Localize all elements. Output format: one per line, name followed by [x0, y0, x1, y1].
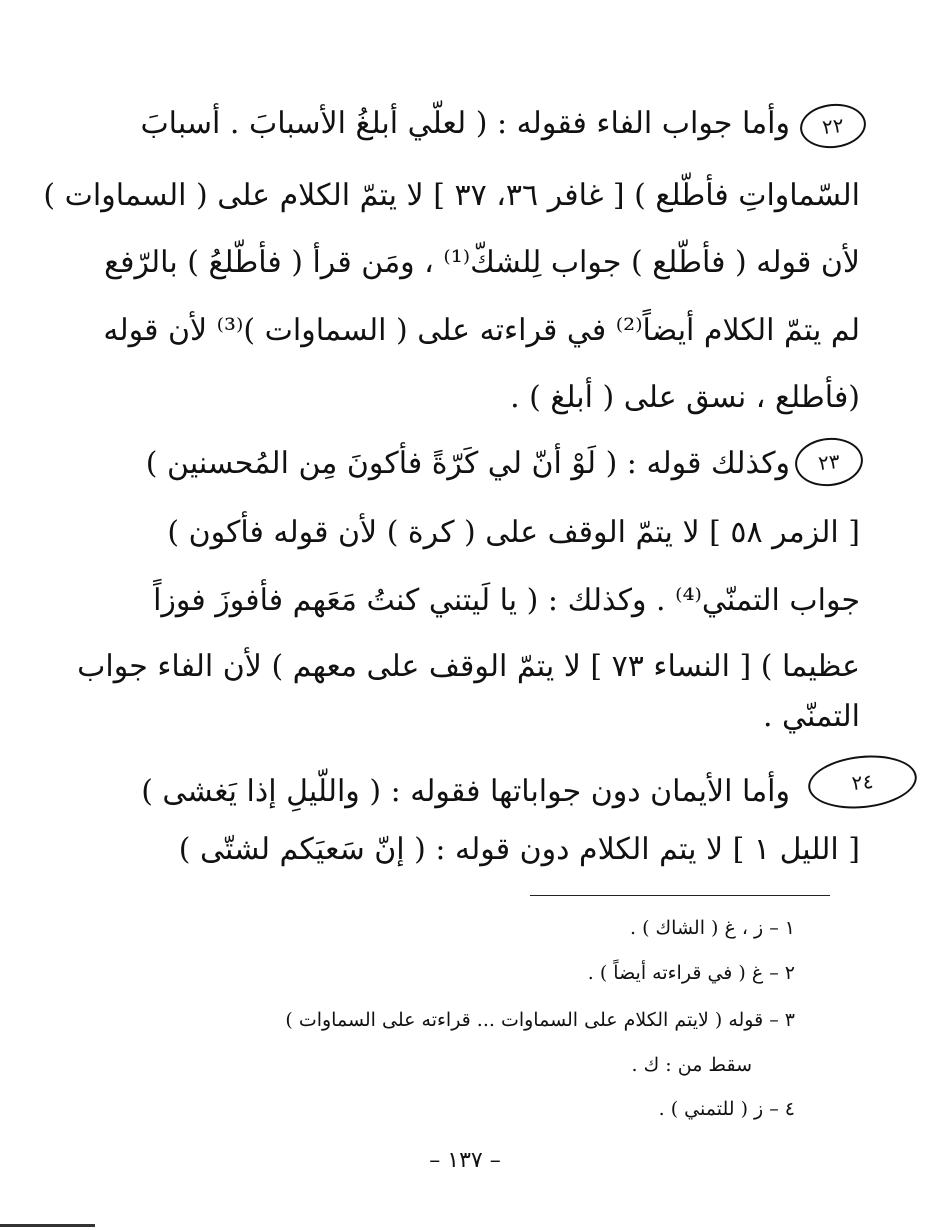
body-line-4: لم يتمّ الكلام أيضاً⁽²⁾ في قراءته على ( السماوات )⁽³⁾ لأن قوله — [103, 313, 860, 348]
section-marker-22: ٢٢ — [798, 101, 868, 152]
footnote-separator — [530, 895, 830, 896]
body-line-12: [ الليل ١ ] لا يتم الكلام دون قوله : ( إنّ سَعيَكم لشتّى ) — [178, 832, 860, 867]
footnote-3-continued: سقط من : ك . — [631, 1054, 752, 1076]
body-line-10: التمنّي . — [762, 699, 860, 734]
body-line-6: وكذلك قوله : ( لَوْ أنّ لي كَرّةً فأكونَ مِن المُحسنين ) — [145, 446, 790, 481]
body-line-3: لأن قوله ( فأطّلع ) جواب لِلشكّ⁽¹⁾ ، ومَن قرأ ( فأطّلعُ ) بالرّفع — [104, 245, 860, 280]
body-line-2: السّماواتِ فأطّلع ) [ غافر ٣٦، ٣٧ ] لا يتمّ الكلام على ( السماوات ) — [43, 178, 860, 213]
footnote-1: ١ – ز ، غ ( الشاك ) . — [629, 917, 795, 939]
body-line-7: [ الزمر ٥٨ ] لا يتمّ الوقف على ( كرة ) لأن قوله فأكون ) — [167, 515, 860, 550]
body-line-5: (فأطلع ، نسق على ( أبلغ ) . — [510, 380, 860, 415]
body-line-1: وأما جواب الفاء فقوله : ( لعلّي أبلغُ الأسبابَ . أسبابَ — [140, 106, 790, 141]
footnote-2: ٢ – غ ( في قراءته أيضاً ) . — [587, 962, 795, 984]
page-number: – ١٣٧ – — [429, 1148, 501, 1173]
section-marker-24: ٢٤ — [806, 750, 920, 813]
scan-edge-mark — [0, 1224, 95, 1227]
footnote-3: ٣ – قوله ( لايتم الكلام على السماوات ... قراءته على السماوات ) — [285, 1009, 795, 1031]
footnote-4: ٤ – ز ( للتمني ) . — [658, 1098, 795, 1120]
body-line-8: جواب التمنّي⁽⁴⁾ . وكذلك : ( يا لَيتني كنتُ مَعَهم فأفوزَ فوزاً — [153, 583, 860, 618]
section-marker-23: ٢٣ — [793, 435, 866, 490]
body-line-11: وأما الأيمان دون جواباتها فقوله : ( واللّيلِ إذا يَغشى ) — [141, 774, 790, 809]
body-line-9: عظيما ) [ النساء ٧٣ ] لا يتمّ الوقف على معهم ) لأن الفاء جواب — [77, 649, 860, 684]
